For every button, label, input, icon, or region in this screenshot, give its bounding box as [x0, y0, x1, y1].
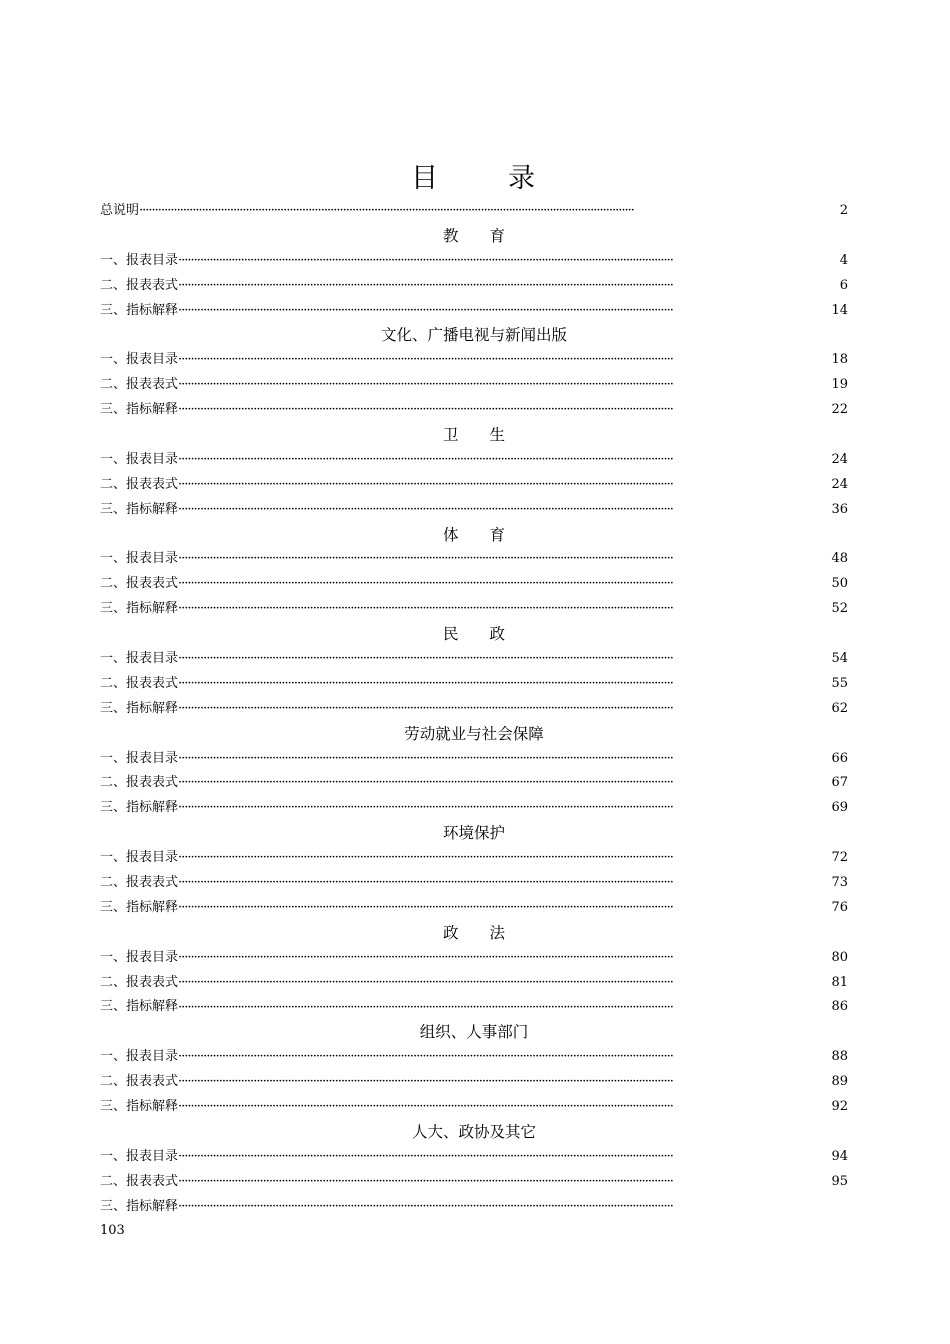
- dot-leader: [178, 473, 831, 498]
- toc-entry-page: 24: [831, 451, 848, 467]
- dot-leader: [178, 448, 831, 473]
- section-heading: 文化、广播电视与新闻出版: [380, 326, 567, 345]
- toc-entry-page: 22: [831, 402, 848, 418]
- toc-entry[interactable]: [100, 771, 848, 796]
- toc-entry[interactable]: [100, 871, 848, 896]
- dot-leader: [178, 373, 831, 398]
- dot-leader: [178, 771, 831, 796]
- toc-entry-label: 三、指标解释: [100, 501, 179, 517]
- toc-entry-page: 36: [831, 501, 848, 517]
- toc-entry[interactable]: [100, 274, 848, 299]
- toc-entry[interactable]: [100, 1045, 848, 1070]
- toc-entry-label: 三、指标解释: [100, 1099, 179, 1115]
- toc-entry[interactable]: [100, 1170, 848, 1195]
- toc-entry-page: 72: [831, 850, 848, 866]
- dot-leader: [178, 597, 831, 622]
- toc-entry-page: 66: [831, 750, 848, 766]
- toc-entry-page: 48: [831, 551, 848, 567]
- footer-page-number: 103: [100, 1223, 125, 1238]
- dot-leader: [178, 946, 831, 971]
- toc-entry[interactable]: [100, 971, 848, 996]
- toc-entry-page: 88: [831, 1049, 848, 1065]
- dot-leader: [178, 547, 831, 572]
- toc-entry-label: 三、指标解释: [100, 1198, 179, 1214]
- dot-leader: [178, 747, 831, 772]
- toc-entry-page: 50: [831, 576, 848, 592]
- toc-entry[interactable]: [100, 572, 848, 597]
- toc-entry[interactable]: [100, 1195, 848, 1220]
- toc-entry-intro[interactable]: [100, 199, 848, 224]
- dot-leader: [178, 846, 831, 871]
- toc-entry[interactable]: [100, 946, 848, 971]
- toc-entry-page: 4: [839, 252, 848, 268]
- dot-leader: [178, 398, 831, 423]
- toc-entry-label: 三、指标解释: [100, 601, 179, 617]
- toc-entry[interactable]: [100, 448, 848, 473]
- dot-leader: [178, 572, 831, 597]
- toc-entry-label: 三、指标解释: [100, 899, 179, 915]
- dot-leader: [178, 274, 840, 299]
- dot-leader: [178, 697, 831, 722]
- toc-entry[interactable]: [100, 1145, 848, 1170]
- toc-entry[interactable]: [100, 597, 848, 622]
- section-heading: 体 育: [442, 525, 505, 544]
- toc-entry-page: 86: [831, 999, 848, 1015]
- table-of-contents: [100, 199, 848, 1220]
- dot-leader: [178, 498, 831, 523]
- toc-entry-label: 二、报表表式: [100, 974, 179, 990]
- toc-entry-label: 一、报表目录: [100, 1148, 179, 1164]
- section-heading: 组织、人事部门: [419, 1023, 529, 1042]
- toc-entry-label: 三、指标解释: [100, 999, 179, 1015]
- toc-entry-label: 一、报表目录: [100, 850, 179, 866]
- dot-leader: [178, 1170, 831, 1195]
- section-heading: 人大、政协及其它: [411, 1122, 536, 1141]
- toc-entry-page: 94: [831, 1148, 848, 1164]
- dot-leader: [178, 249, 840, 274]
- toc-entry-page: 69: [831, 800, 848, 816]
- toc-entry-label: 二、报表表式: [100, 377, 179, 393]
- toc-entry-label: 三、指标解释: [100, 700, 179, 716]
- toc-entry[interactable]: [100, 348, 848, 373]
- toc-entry-page: 24: [831, 476, 848, 492]
- toc-entry[interactable]: [100, 846, 848, 871]
- toc-entry-page: 6: [839, 277, 848, 293]
- dot-leader: [178, 996, 831, 1021]
- toc-entry-label: 三、指标解释: [100, 302, 179, 318]
- toc-entry[interactable]: [100, 996, 848, 1021]
- dot-leader: [178, 672, 831, 697]
- toc-entry-page: 67: [831, 775, 848, 791]
- section-heading: 卫 生: [442, 426, 505, 445]
- toc-entry-label: 一、报表目录: [100, 551, 179, 567]
- toc-entry[interactable]: [100, 1070, 848, 1095]
- toc-entry[interactable]: [100, 249, 848, 274]
- toc-entry-label: 二、报表表式: [100, 576, 179, 592]
- toc-entry[interactable]: [100, 747, 848, 772]
- toc-entry[interactable]: [100, 1095, 848, 1120]
- section-heading: 环境保护: [442, 824, 505, 843]
- toc-entry-label: 一、报表目录: [100, 352, 179, 368]
- dot-leader: [139, 199, 840, 224]
- dot-leader: [178, 1070, 831, 1095]
- toc-entry[interactable]: [100, 896, 848, 921]
- toc-entry[interactable]: [100, 299, 848, 324]
- toc-entry-label: 二、报表表式: [100, 277, 179, 293]
- dot-leader: [178, 348, 831, 373]
- dot-leader: [178, 871, 831, 896]
- toc-entry-page: 81: [831, 974, 848, 990]
- section-heading: 民 政: [442, 625, 505, 644]
- toc-entry-label: 二、报表表式: [100, 476, 179, 492]
- toc-entry[interactable]: [100, 672, 848, 697]
- dot-leader: [178, 1045, 831, 1070]
- toc-entry[interactable]: [100, 473, 848, 498]
- dot-leader: [178, 971, 831, 996]
- toc-entry-page: 55: [831, 675, 848, 691]
- toc-entry-label: 总说明: [100, 202, 140, 218]
- toc-entry-label: 一、报表目录: [100, 949, 179, 965]
- dot-leader: [178, 647, 831, 672]
- title-char-2: 录: [508, 163, 537, 194]
- toc-entry-page: 80: [831, 949, 848, 965]
- dot-leader: [178, 1195, 848, 1220]
- dot-leader: [178, 796, 831, 821]
- dot-leader: [178, 896, 831, 921]
- page-title: [100, 156, 848, 195]
- toc-entry-page: 54: [831, 651, 848, 667]
- toc-entry-page: 73: [831, 875, 848, 891]
- dot-leader: [178, 299, 831, 324]
- toc-entry-label: 一、报表目录: [100, 252, 179, 268]
- toc-entry[interactable]: [100, 697, 848, 722]
- toc-entry[interactable]: [100, 547, 848, 572]
- toc-entry-label: 二、报表表式: [100, 675, 179, 691]
- toc-entry-label: 二、报表表式: [100, 875, 179, 891]
- section-heading: 政 法: [442, 923, 505, 942]
- section-heading: 教 育: [442, 226, 505, 245]
- toc-entry-page: 2: [839, 202, 848, 218]
- toc-entry-page: 19: [831, 377, 848, 393]
- toc-entry[interactable]: [100, 498, 848, 523]
- toc-entry-label: 一、报表目录: [100, 1049, 179, 1065]
- toc-entry[interactable]: [100, 796, 848, 821]
- toc-entry[interactable]: [100, 373, 848, 398]
- toc-entry-page: 89: [831, 1074, 848, 1090]
- toc-entry-page: 14: [831, 302, 848, 318]
- toc-entry-page: 52: [831, 601, 848, 617]
- toc-entry-label: 三、指标解释: [100, 800, 179, 816]
- toc-entry-page: 18: [831, 352, 848, 368]
- toc-entry-label: 二、报表表式: [100, 775, 179, 791]
- toc-entry-label: 一、报表目录: [100, 750, 179, 766]
- toc-entry-label: 一、报表目录: [100, 651, 179, 667]
- toc-entry[interactable]: [100, 647, 848, 672]
- toc-entry-label: 一、报表目录: [100, 451, 179, 467]
- toc-entry-label: 二、报表表式: [100, 1173, 179, 1189]
- section-heading: 劳动就业与社会保障: [404, 724, 544, 743]
- toc-entry-page: 95: [831, 1173, 848, 1189]
- toc-entry-label: 二、报表表式: [100, 1074, 179, 1090]
- toc-entry-page: 76: [831, 899, 848, 915]
- toc-entry-page: 92: [831, 1099, 848, 1115]
- toc-entry[interactable]: [100, 398, 848, 423]
- dot-leader: [178, 1095, 831, 1120]
- dot-leader: [178, 1145, 831, 1170]
- toc-entry-page: 62: [831, 700, 848, 716]
- toc-entry-label: 三、指标解释: [100, 402, 179, 418]
- title-char-1: 目: [411, 163, 440, 194]
